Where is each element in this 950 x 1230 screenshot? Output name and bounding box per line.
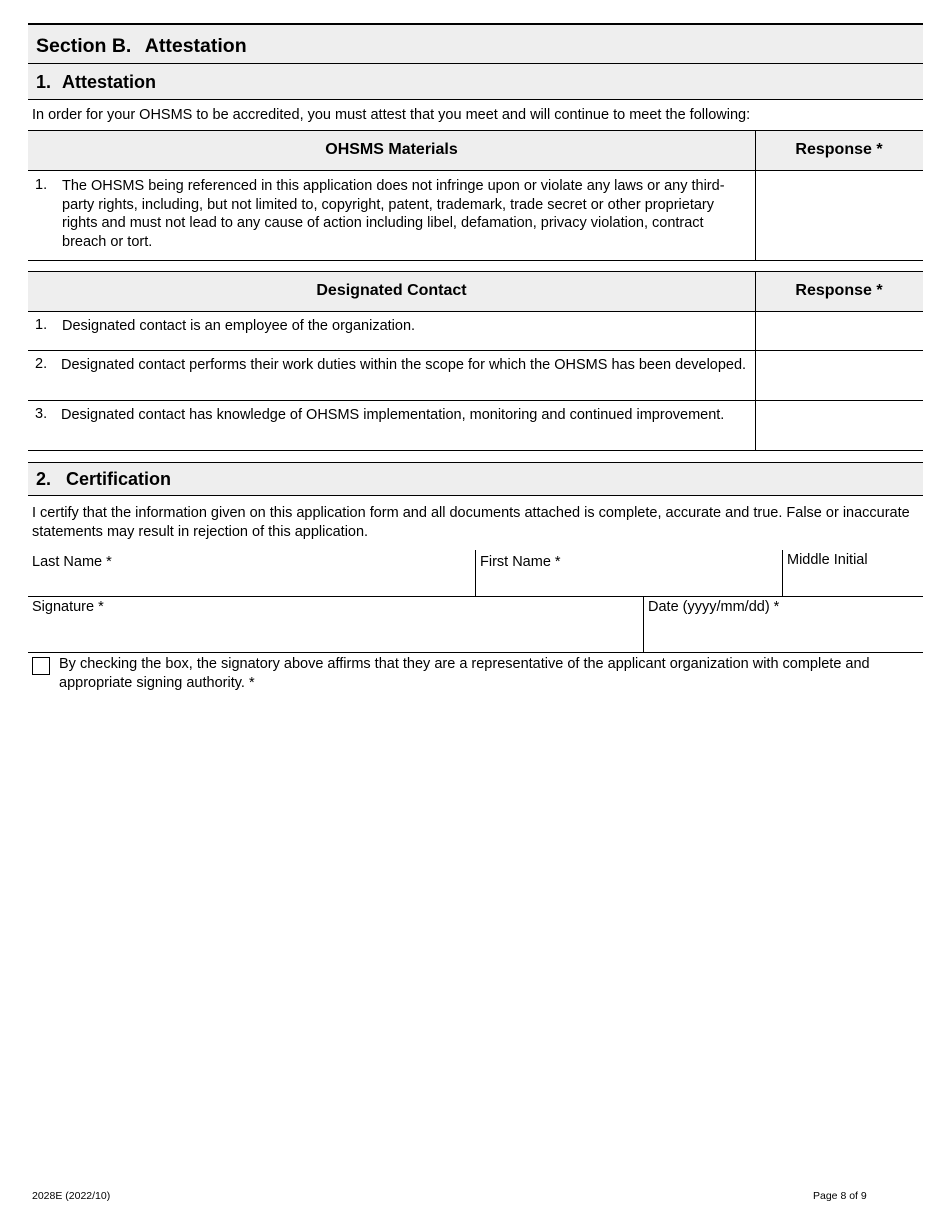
- materials-response-cell[interactable]: [756, 171, 922, 260]
- contact-row-text: Designated contact performs their work duties within the scope for which the OHSMS has been developed.: [61, 357, 747, 373]
- materials-row-number: 1.: [35, 177, 48, 193]
- date-label: Date (yyyy/mm/dd) *: [648, 599, 780, 615]
- certification-rule: [28, 495, 923, 496]
- first-name-field[interactable]: [476, 550, 781, 595]
- date-field[interactable]: [644, 597, 922, 651]
- middle-initial-label: Middle Initial: [787, 552, 868, 568]
- attestation-intro: In order for your OHSMS to be accredited, you must attest that you meet and will continue to meet the following:: [32, 107, 751, 123]
- section-header: [28, 25, 923, 63]
- materials-header: OHSMS Materials: [325, 141, 458, 158]
- contact-row-number: 1.: [35, 317, 48, 333]
- attestation-number: 1.: [36, 72, 52, 92]
- materials-response-header: Response *: [795, 141, 883, 158]
- attestation-header: [28, 64, 923, 99]
- contact-row-number: 3.: [35, 406, 48, 422]
- signature-field[interactable]: [29, 597, 642, 651]
- contact-response-cell[interactable]: [756, 312, 922, 350]
- signature-label: Signature *: [32, 599, 104, 615]
- middle-initial-field[interactable]: [783, 550, 922, 595]
- contact-row-text: Designated contact has knowledge of OHSMS implementation, monitoring and continued improvement.: [61, 407, 725, 423]
- contact-row-text: Designated contact is an employee of the organization.: [62, 318, 416, 334]
- materials-row-text: [61, 177, 751, 251]
- attestation-rule: [28, 99, 923, 100]
- first-name-label: First Name *: [480, 554, 561, 570]
- form-id: 2028E (2022/10): [32, 1190, 111, 1202]
- page-number: Page 8 of 9: [813, 1190, 867, 1202]
- contact-response-cell[interactable]: [756, 351, 922, 400]
- section-label: Section B.: [36, 35, 132, 57]
- last-name-label: Last Name *: [32, 554, 112, 570]
- last-name-field[interactable]: [29, 550, 474, 595]
- contact-response-cell[interactable]: [756, 401, 922, 450]
- materials-table-bottom: [28, 260, 923, 261]
- materials-row-text-content: The OHSMS being referenced in this application does not infringe upon or violate any laws or any third-party rights, including, but not limited to, copyright, patent, trademark, trade secret or other proprietary rights and must not lead to any cause of action including libel, defamation, privacy violation, contract breach or tort.: [62, 178, 725, 250]
- contact-table-bottom: [28, 450, 923, 451]
- authority-checkbox[interactable]: [32, 657, 50, 675]
- certification-header: [28, 463, 923, 495]
- certification-statement: I certify that the information given on this application form and all documents attached is complete, accurate and true. False or inaccurate statements may result in rejection of this application.: [32, 505, 910, 540]
- section-title: Attestation: [144, 35, 247, 57]
- attestation-title: Attestation: [62, 72, 157, 92]
- certification-title: Certification: [66, 469, 172, 489]
- contact-header: Designated Contact: [316, 282, 467, 299]
- authority-checkbox-label: By checking the box, the signatory above affirms that they are a representative of the applicant organization with complete and appropriate signing authority. *: [59, 656, 870, 691]
- contact-row-number: 2.: [35, 356, 48, 372]
- certification-number: 2.: [36, 469, 52, 489]
- signature-row-rule: [28, 652, 923, 653]
- contact-response-header: Response *: [795, 282, 883, 299]
